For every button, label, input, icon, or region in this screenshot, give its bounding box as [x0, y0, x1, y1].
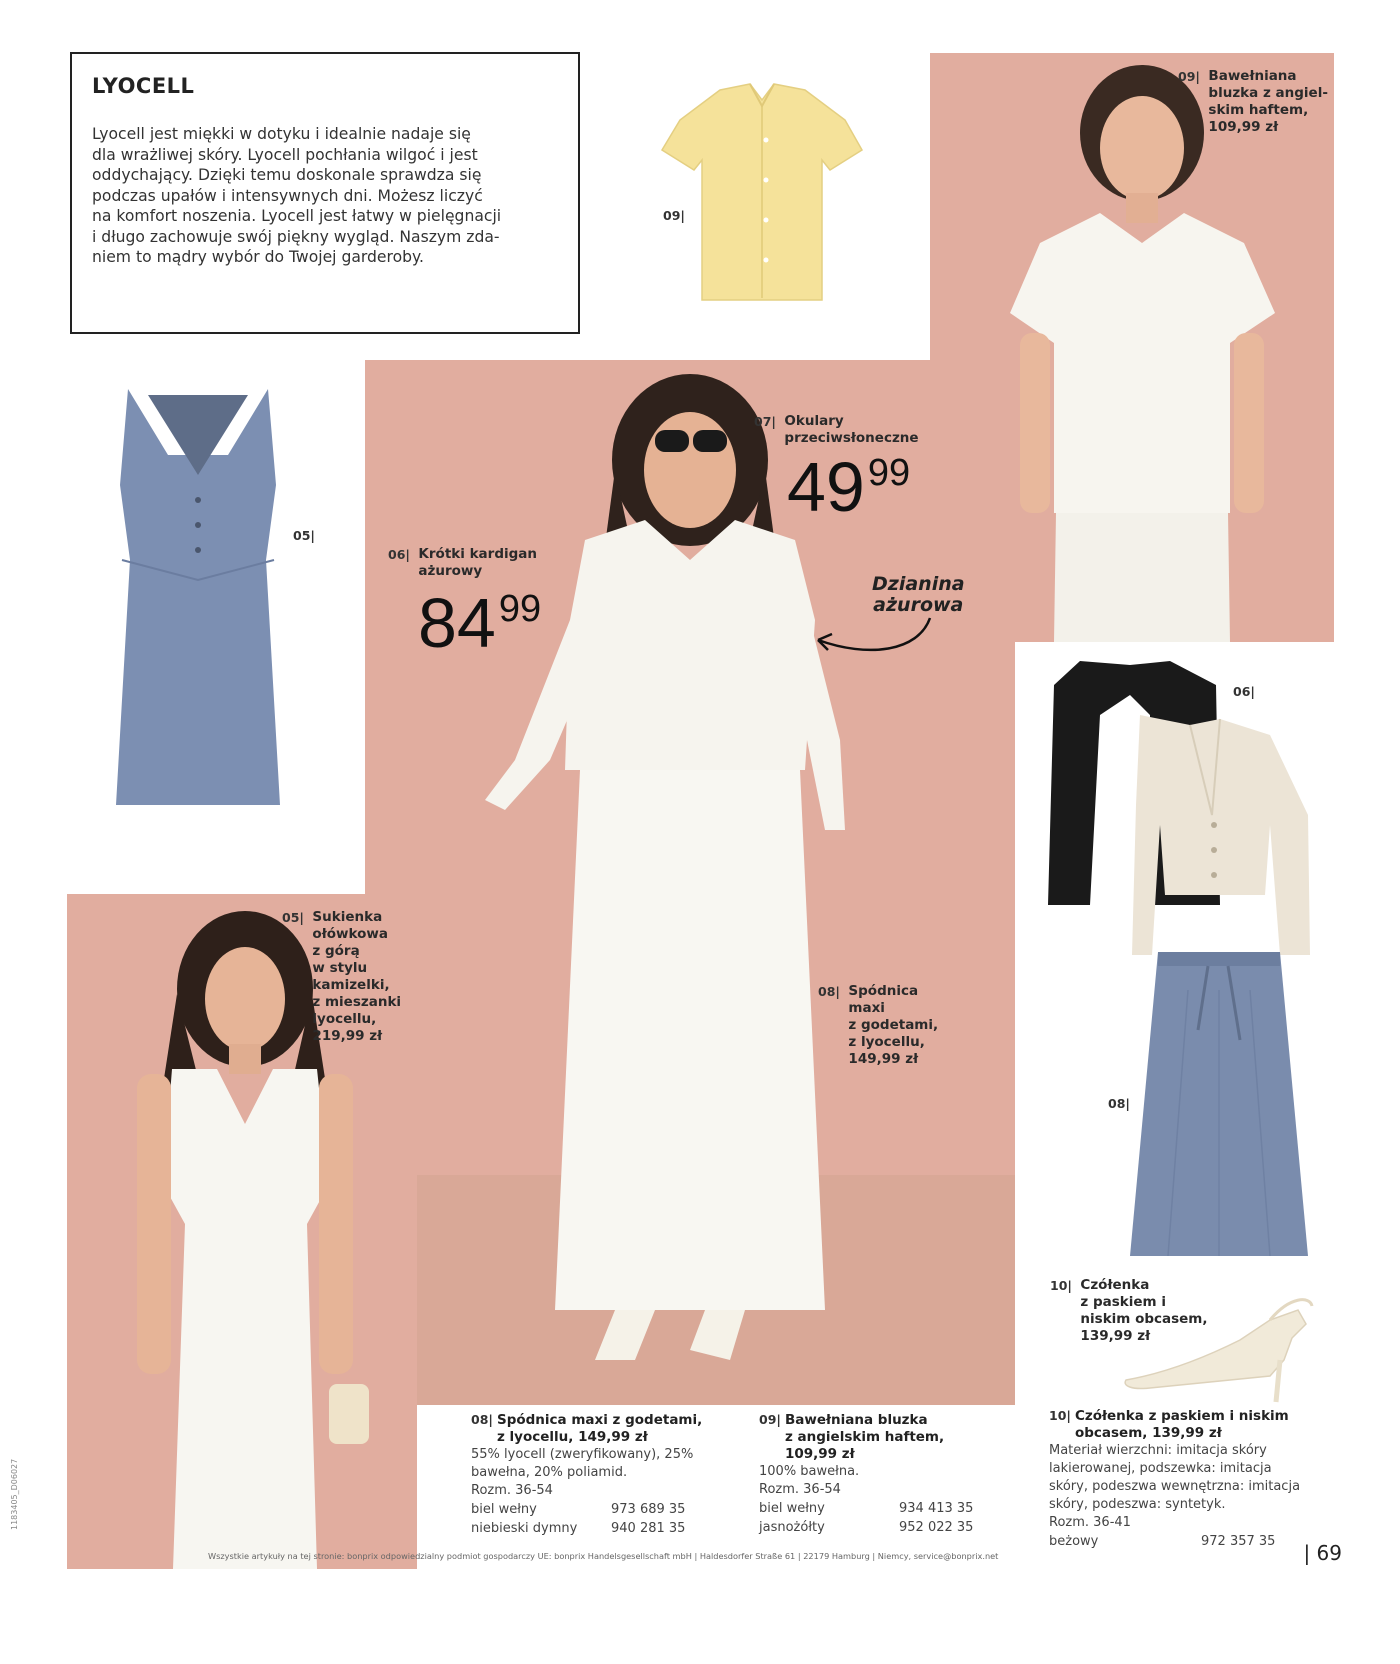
p06-price	[418, 584, 542, 662]
d09-row-color: biel wełny	[759, 1501, 825, 1516]
p07-price	[787, 448, 911, 526]
d10-row-code: 972 357 35	[1201, 1534, 1276, 1549]
p06-label-group	[388, 546, 537, 580]
p07-price-cents: 99	[867, 452, 911, 494]
blue-dress-num: 05|	[293, 528, 315, 543]
yellow-blouse-num: 09|	[663, 208, 685, 223]
details-10	[1049, 1408, 1349, 1551]
p09-num: 09|	[1178, 69, 1200, 84]
d10-num: 10|	[1049, 1408, 1071, 1423]
d09-num: 09|	[759, 1412, 781, 1427]
blue-skirt-image[interactable]	[1128, 950, 1310, 1260]
p07-label-group	[754, 413, 919, 447]
script-note: Dzianina ażurowa	[872, 573, 965, 616]
footer-legal: Wszystkie artykuły na tej stronie: bonprix odpowiedzialny podmiot gospodarczy UE: bonprix Handelsgesellschaft mbH | Haldesdorfer Straße 61 | 22179 Hamburg | Niemcy, service@bonprix.net	[208, 1551, 999, 1561]
p09-label-group	[1178, 68, 1328, 136]
d10-text: Materiał wierzchni: imitacja skóry lakierowanej, podszewka: imitacja skóry, podeszwa wewnętrzna: imitacja skóry, podeszwa: syntetyk. Rozm. 36-41	[1049, 1443, 1301, 1530]
d08-num: 08|	[471, 1412, 493, 1427]
d09-row-code: 934 413 35	[899, 1501, 974, 1516]
page-number: | 69	[1303, 1541, 1342, 1565]
d09-row	[759, 1518, 989, 1537]
p06-price-main: 84	[418, 584, 496, 662]
p10-label: Czółenka z paskiem i niskim obcasem, 139,99 zł	[1080, 1277, 1208, 1344]
p10-num: 10|	[1050, 1278, 1072, 1293]
p08-num: 08|	[818, 984, 840, 999]
d08-text: 55% lyocell (zweryfikowany), 25% bawełna, 20% poliamid. Rozm. 36-54	[471, 1447, 694, 1498]
cardigans-num: 06|	[1233, 684, 1255, 699]
blue-skirt-num: 08|	[1108, 1096, 1130, 1111]
d09-title: Bawełniana bluzka z angielskim haftem, 109,99 zł	[784, 1412, 945, 1462]
lyocell-text: Lyocell jest miękki w dotyku i idealnie nadaje się dla wrażliwej skóry. Lyocell pochłania wilgoć i jest oddychający. Dzięki temu doskonale sprawdza się podczas upałów i intensywnych dni. Możesz liczyć na komfort noszenia. Lyocell jest łatwy w pielęgnacji i długo zachowuje swój piękny wygląd. Naszym zda- niem to mądry wybór do Twojej garderoby.	[92, 125, 502, 266]
photo-cardigan-skirt[interactable]	[365, 360, 1015, 1405]
d08-row-code: 940 281 35	[611, 1521, 686, 1536]
d08-row	[471, 1500, 741, 1519]
blue-dress-image[interactable]	[108, 385, 288, 815]
yellow-blouse-image[interactable]	[650, 80, 870, 310]
details-08	[471, 1412, 741, 1538]
p07-price-main: 49	[787, 448, 865, 526]
d09-text: 100% bawełna. Rozm. 36-54	[759, 1464, 860, 1497]
cardigans-image[interactable]	[1040, 655, 1320, 975]
p07-num: 07|	[754, 414, 776, 429]
p05-num: 05|	[282, 910, 304, 925]
d08-row-color: niebieski dymny	[471, 1521, 578, 1536]
p08-label: Spódnica maxi z godetami, z lyocellu, 149,99 zł	[848, 983, 939, 1067]
p07-label: Okulary przeciwsłoneczne	[784, 413, 919, 446]
d10-title: Czółenka z paskiem i niskim obcasem, 139,99 zł	[1074, 1408, 1289, 1441]
p09-label: Bawełniana bluzka z angiel- skim haftem, 109,99 zł	[1208, 68, 1328, 135]
d08-row-color: biel wełny	[471, 1502, 537, 1517]
side-code: 1183405_D06027	[10, 1458, 19, 1530]
p05-label-group	[282, 909, 401, 1045]
p08-label-group	[818, 983, 938, 1068]
p06-num: 06|	[388, 547, 410, 562]
d08-row-code: 973 689 35	[611, 1502, 686, 1517]
details-09	[759, 1412, 989, 1537]
p05-label: Sukienka ołówkowa z górą w stylu kamizelki, z mieszanki lyocellu, 219,99 zł	[312, 909, 402, 1044]
d09-row-code: 952 022 35	[899, 1520, 974, 1535]
p06-price-cents: 99	[498, 588, 542, 630]
d10-row-color: beżowy	[1049, 1534, 1099, 1549]
lyocell-info-box	[70, 52, 580, 334]
d09-row-color: jasnożółty	[759, 1520, 825, 1535]
curved-arrow-icon	[808, 612, 938, 662]
p06-label: Krótki kardigan ażurowy	[418, 546, 537, 579]
lyocell-title: LYOCELL	[92, 74, 195, 98]
d09-row	[759, 1499, 989, 1518]
d08-title: Spódnica maxi z godetami, z lyocellu, 149,99 zł	[496, 1412, 703, 1445]
shoe-image[interactable]	[1120, 1290, 1320, 1410]
d08-row	[471, 1519, 741, 1538]
